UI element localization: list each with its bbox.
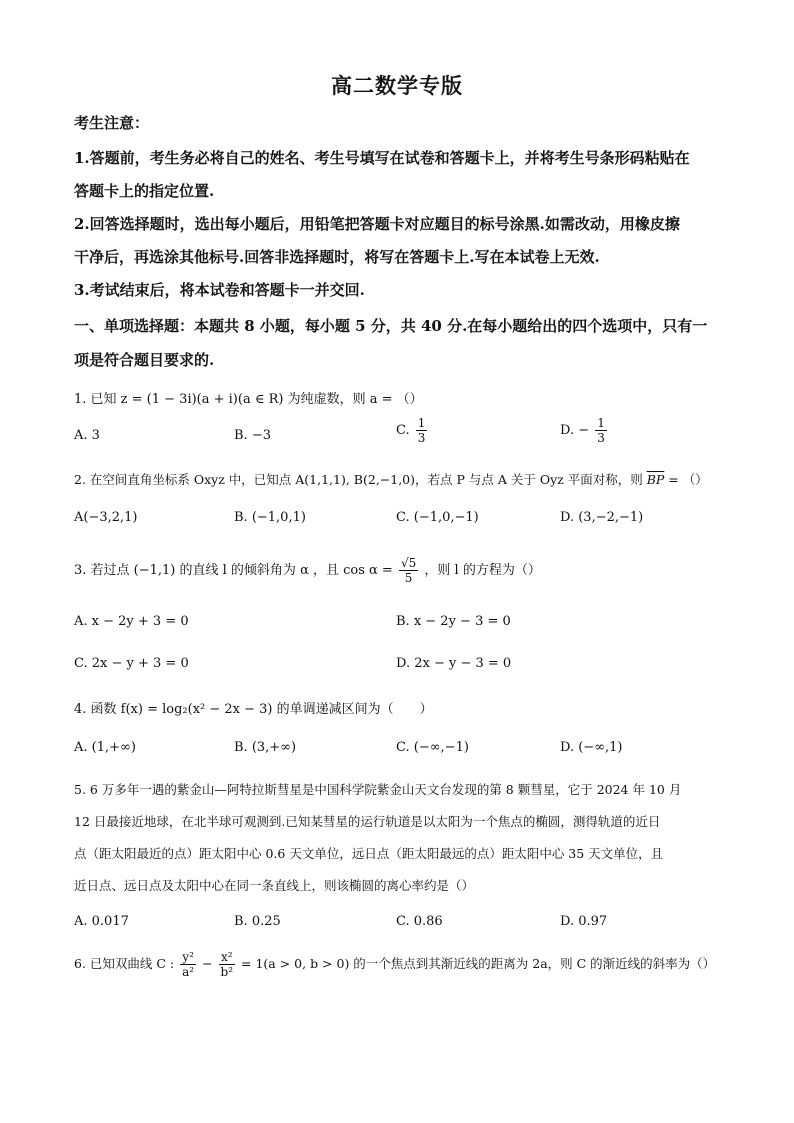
question-2-stem: 2. 在空间直角坐标系 Oxyz 中，已知点 A(1,1,1), B(2,−1,0)，若点 P 与点 A 关于 Oyz 平面对称，则 $\overline{BP}$ = （）	[74, 472, 708, 487]
question-1-option-a: A. 3	[74, 428, 100, 443]
notice-item-1-line-2: 答题卡上的指定位置.	[74, 182, 215, 200]
question-5-line-3: 点（距太阳最近的点）距太阳中心 0.6 天文单位，远日点（距太阳最远的点）距太阳中心 35 天文单位，且	[74, 846, 664, 861]
question-1-option-c: C. $\frac{1}{3}$	[396, 416, 426, 445]
question-4-option-b: B. (3,+∞)	[234, 740, 297, 755]
question-3-option-d: D. 2x − y − 3 = 0	[396, 656, 512, 671]
question-4-option-a: A. (1,+∞)	[74, 740, 136, 755]
question-1-stem: 1. 已知 z = (1 − 3i)(a + i)(a ∈ R) 为纯虚数，则 a = （）	[74, 392, 423, 407]
question-3-stem: 3. 若过点 (−1,1) 的直线 l 的倾斜角为 α ，且 cos α = $\frac{√5}{5}$ ，则 l 的方程为（）	[74, 556, 541, 585]
question-5-option-d: D. 0.97	[560, 914, 608, 929]
notice-item-2-line-1: 2.回答选择题时，选出每小题后，用铅笔把答题卡对应题目的标号涂黑.如需改动，用橡皮擦	[74, 215, 680, 233]
notice-item-2-line-2: 干净后，再选涂其他标号.回答非选择题时，将写在答题卡上.写在本试卷上无效.	[74, 248, 600, 266]
question-5-line-4: 近日点、远日点及太阳中心在同一条直线上，则该椭圆的离心率约是（）	[74, 878, 475, 893]
question-5-option-a: A. 0.017	[74, 914, 129, 929]
vector-bp: $\overline{BP}$	[646, 472, 665, 487]
question-5-line-1: 5. 6 万多年一遇的紫金山—阿特拉斯彗星是中国科学院紫金山天文台发现的第 8 颗彗星，它于 2024 年 10 月	[74, 782, 682, 797]
notice-item-3: 3.考试结束后，将本试卷和答题卡一并交回.	[74, 281, 365, 299]
question-5-option-c: C. 0.86	[396, 914, 443, 929]
question-6-stem: 6. 已知双曲线 C : $\frac{\text{y²}}{\text{a²}}$ − $\frac{\text{x²}}{\text{b²}}$ = 1(a > 0, b > 0) 的一个焦点到其渐近线的距离为 2a，则 C 的渐近线的斜率为（）	[74, 950, 716, 979]
question-3-option-b: B. x − 2y − 3 = 0	[396, 614, 511, 629]
question-4-option-d: D. (−∞,1)	[560, 740, 623, 755]
page-title: 高二数学专版	[331, 73, 463, 98]
question-3-option-c: C. 2x − y + 3 = 0	[74, 656, 189, 671]
section-heading-line-1: 一、单项选择题：本题共 8 小题，每小题 5 分，共 40 分.在每小题给出的四个选项中，只有一	[74, 317, 708, 335]
question-2-option-d: D. (3,−2,−1)	[560, 510, 644, 525]
question-5-option-b: B. 0.25	[234, 914, 281, 929]
question-2-option-a: A(−3,2,1)	[74, 510, 138, 525]
question-1-option-b: B. −3	[234, 428, 271, 443]
notice-item-1-line-1: 1.答题前，考生务必将自己的姓名、考生号填写在试卷和答题卡上，并将考生号条形码粘贴在	[74, 149, 690, 167]
question-3-option-a: A. x − 2y + 3 = 0	[74, 614, 189, 629]
question-4-option-c: C. (−∞,−1)	[396, 740, 469, 755]
question-4-stem: 4. 函数 f(x) = log₂(x² − 2x − 3) 的单调递减区间为（ ）	[74, 702, 433, 717]
question-2-option-b: B. (−1,0,1)	[234, 510, 306, 525]
section-heading-line-2: 项是符合题目要求的.	[74, 351, 215, 369]
notice-heading: 考生注意：	[74, 114, 150, 132]
question-2-option-c: C. (−1,0,−1)	[396, 510, 479, 525]
question-1-option-d: D. − $\frac{1}{3}$	[560, 416, 605, 445]
question-5-line-2: 12 日最接近地球，在北半球可观测到.已知某彗星的运行轨道是以太阳为一个焦点的椭圆，测得轨道的近日	[74, 814, 661, 829]
